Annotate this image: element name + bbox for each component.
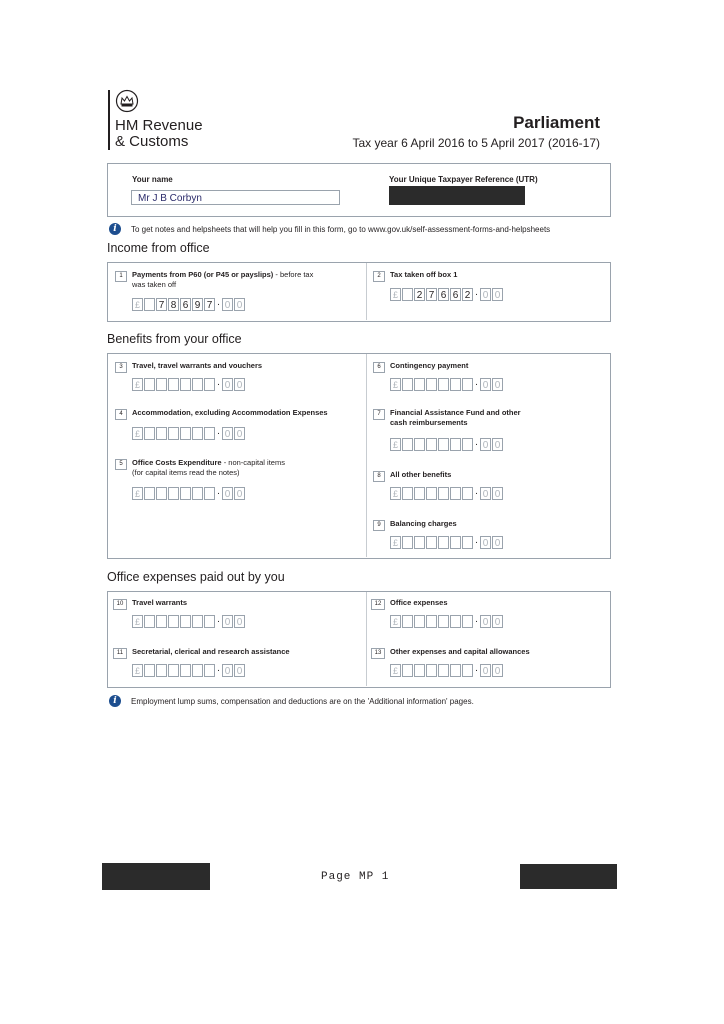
box-number-7: 7: [373, 409, 385, 420]
digit-cell[interactable]: 9: [192, 298, 203, 311]
pence-cell: 0: [492, 378, 503, 391]
field-label-1: Payments from P60 (or P45 or payslips) - before tax was taken off: [132, 270, 314, 289]
field-label-9: Balancing charges: [390, 519, 457, 528]
field-label-4: Accommodation, excluding Accommodation Expenses: [132, 408, 328, 417]
digit-cell[interactable]: [204, 615, 215, 628]
department-name: [115, 118, 203, 150]
digit-cell[interactable]: [156, 427, 167, 440]
field-label-12: Office expenses: [390, 598, 448, 607]
digit-cell[interactable]: [438, 615, 449, 628]
box-number-3: 3: [115, 362, 127, 373]
crown-crest-icon: [115, 89, 139, 113]
amount-field-12[interactable]: [390, 614, 504, 628]
pence-cell: 0: [222, 487, 233, 500]
pound-cell: £: [390, 288, 401, 301]
decimal-point: ·: [474, 288, 479, 300]
digit-cell[interactable]: [426, 615, 437, 628]
digit-cell[interactable]: [438, 664, 449, 677]
digit-cell[interactable]: [180, 615, 191, 628]
digit-cell[interactable]: [462, 378, 473, 391]
pound-cell: £: [132, 427, 143, 440]
footer-note: Employment lump sums, compensation and deductions are on the 'Additional information' pages.: [131, 697, 474, 706]
decimal-point: ·: [216, 615, 221, 627]
digit-cell[interactable]: [192, 378, 203, 391]
digit-cell[interactable]: [414, 536, 425, 549]
benefits-divider: [366, 354, 367, 557]
digit-cell[interactable]: [168, 664, 179, 677]
name-field[interactable]: Mr J B Corbyn: [131, 190, 340, 205]
digit-cell[interactable]: [438, 438, 449, 451]
pound-cell: £: [132, 378, 143, 391]
digit-cell[interactable]: [462, 615, 473, 628]
pence-cell: 0: [492, 536, 503, 549]
decimal-point: ·: [474, 664, 479, 676]
digit-cell[interactable]: 8: [168, 298, 179, 311]
box-number-10: 10: [113, 599, 127, 610]
utr-label: Your Unique Taxpayer Reference (UTR): [389, 175, 538, 184]
pence-cell: 0: [222, 615, 233, 628]
digit-cell[interactable]: [462, 664, 473, 677]
amount-field-8[interactable]: [390, 486, 504, 500]
digit-cell[interactable]: [144, 298, 155, 311]
digit-cell[interactable]: [144, 615, 155, 628]
amount-field-11[interactable]: [132, 663, 246, 677]
digit-cell[interactable]: [144, 487, 155, 500]
utr-redaction: [389, 186, 525, 205]
digit-cell[interactable]: [204, 664, 215, 677]
digit-cell[interactable]: [414, 487, 425, 500]
department-line-1: HM Revenue: [115, 117, 203, 134]
decimal-point: ·: [474, 438, 479, 450]
pence-cell: 0: [234, 615, 245, 628]
pence-cell: 0: [492, 664, 503, 677]
decimal-point: ·: [216, 487, 221, 499]
pence-cell: 0: [492, 615, 503, 628]
field-label-8: All other benefits: [390, 470, 452, 479]
field-label-3: Travel, travel warrants and vouchers: [132, 361, 263, 370]
section-heading-benefits: Benefits from your office: [107, 332, 242, 346]
income-divider: [366, 263, 367, 320]
pound-cell: £: [390, 438, 401, 451]
digit-cell[interactable]: [462, 487, 473, 500]
digit-cell[interactable]: [204, 378, 215, 391]
pence-cell: 0: [234, 298, 245, 311]
field-label-11: Secretarial, clerical and research assistance: [132, 647, 290, 656]
digit-cell[interactable]: [402, 288, 413, 301]
digit-cell[interactable]: [402, 536, 413, 549]
pound-cell: £: [390, 615, 401, 628]
digit-cell[interactable]: [168, 615, 179, 628]
digit-cell[interactable]: [426, 487, 437, 500]
digit-cell[interactable]: 7: [156, 298, 167, 311]
digit-cell[interactable]: [156, 664, 167, 677]
digit-cell[interactable]: [402, 664, 413, 677]
expenses-divider: [366, 592, 367, 686]
pence-cell: 0: [234, 664, 245, 677]
digit-cell[interactable]: [192, 487, 203, 500]
digit-cell[interactable]: [402, 438, 413, 451]
field-label-7: Financial Assistance Fund and other cash reimbursements: [390, 408, 521, 427]
tax-year: Tax year 6 April 2016 to 5 April 2017 (2016-17): [352, 136, 600, 150]
info-icon: i: [109, 223, 121, 235]
box-number-9: 9: [373, 520, 385, 531]
decimal-point: ·: [216, 298, 221, 310]
digit-cell[interactable]: [156, 487, 167, 500]
box-number-5: 5: [115, 459, 127, 470]
pound-cell: £: [390, 378, 401, 391]
digit-cell[interactable]: [402, 378, 413, 391]
digit-cell[interactable]: 6: [180, 298, 191, 311]
footer-redaction-right: [520, 864, 617, 889]
department-line-2: & Customs: [115, 133, 189, 150]
digit-cell[interactable]: [180, 427, 191, 440]
digit-cell[interactable]: [450, 615, 461, 628]
digit-cell[interactable]: [144, 427, 155, 440]
amount-field-6[interactable]: [390, 377, 504, 391]
digit-cell[interactable]: [414, 664, 425, 677]
digit-cell[interactable]: [426, 438, 437, 451]
pound-cell: £: [132, 298, 143, 311]
pound-cell: £: [132, 664, 143, 677]
pence-cell: 0: [480, 536, 491, 549]
box-number-11: 11: [113, 648, 127, 659]
field-label-6: Contingency payment: [390, 361, 469, 370]
digit-cell[interactable]: [450, 536, 461, 549]
digit-cell[interactable]: [402, 487, 413, 500]
amount-field-4[interactable]: [132, 426, 246, 440]
digit-cell[interactable]: 2: [414, 288, 425, 301]
digit-cell[interactable]: [450, 378, 461, 391]
decimal-point: ·: [216, 378, 221, 390]
digit-cell[interactable]: [180, 487, 191, 500]
digit-cell[interactable]: [156, 378, 167, 391]
digit-cell[interactable]: [144, 378, 155, 391]
form-title: Parliament: [513, 113, 600, 132]
digit-cell[interactable]: [438, 536, 449, 549]
field-label-13: Other expenses and capital allowances: [390, 647, 530, 656]
digit-cell[interactable]: 7: [426, 288, 437, 301]
amount-field-5[interactable]: [132, 486, 246, 500]
pence-cell: 0: [480, 288, 491, 301]
box-number-2: 2: [373, 271, 385, 282]
pence-cell: 0: [492, 288, 503, 301]
box-number-6: 6: [373, 362, 385, 373]
digit-cell[interactable]: 6: [450, 288, 461, 301]
decimal-point: ·: [216, 427, 221, 439]
pound-cell: £: [132, 615, 143, 628]
amount-field-2[interactable]: [390, 287, 504, 301]
box-number-8: 8: [373, 471, 385, 482]
box-number-1: 1: [115, 271, 127, 282]
info-icon: i: [109, 695, 121, 707]
field-label-2: Tax taken off box 1: [390, 270, 458, 279]
pence-cell: 0: [222, 664, 233, 677]
pence-cell: 0: [234, 487, 245, 500]
digit-cell[interactable]: 6: [438, 288, 449, 301]
digit-cell[interactable]: [168, 378, 179, 391]
digit-cell[interactable]: [414, 378, 425, 391]
box-number-4: 4: [115, 409, 127, 420]
pence-cell: 0: [222, 298, 233, 311]
digit-cell[interactable]: [192, 427, 203, 440]
amount-field-13[interactable]: [390, 663, 504, 677]
pence-cell: 0: [234, 427, 245, 440]
logo-divider: [108, 90, 110, 150]
amount-field-1[interactable]: [132, 297, 246, 311]
digit-cell[interactable]: [438, 487, 449, 500]
digit-cell[interactable]: [462, 438, 473, 451]
decimal-point: ·: [216, 664, 221, 676]
amount-field-9[interactable]: [390, 535, 504, 549]
decimal-point: ·: [474, 378, 479, 390]
digit-cell[interactable]: [450, 664, 461, 677]
pence-cell: 0: [480, 438, 491, 451]
digit-cell[interactable]: [180, 378, 191, 391]
pound-cell: £: [390, 536, 401, 549]
pence-cell: 0: [480, 615, 491, 628]
box-number-13: 13: [371, 648, 385, 659]
decimal-point: ·: [474, 536, 479, 548]
amount-field-7[interactable]: [390, 437, 504, 451]
section-heading-expenses: Office expenses paid out by you: [107, 570, 285, 584]
digit-cell[interactable]: [156, 615, 167, 628]
digit-cell[interactable]: [426, 378, 437, 391]
digit-cell[interactable]: 7: [204, 298, 215, 311]
amount-field-10[interactable]: [132, 614, 246, 628]
digit-cell[interactable]: [450, 487, 461, 500]
digit-cell[interactable]: [204, 427, 215, 440]
digit-cell[interactable]: [462, 536, 473, 549]
pence-cell: 0: [480, 487, 491, 500]
digit-cell[interactable]: [414, 438, 425, 451]
pence-cell: 0: [222, 378, 233, 391]
digit-cell[interactable]: [144, 664, 155, 677]
digit-cell[interactable]: [414, 615, 425, 628]
amount-field-3[interactable]: [132, 377, 246, 391]
field-label-10: Travel warrants: [132, 598, 188, 607]
digit-cell[interactable]: [168, 427, 179, 440]
pence-cell: 0: [234, 378, 245, 391]
digit-cell[interactable]: 2: [462, 288, 473, 301]
digit-cell[interactable]: [426, 664, 437, 677]
decimal-point: ·: [474, 615, 479, 627]
field-label-5: Office Costs Expenditure - non-capital items (for capital items read the notes): [132, 458, 285, 477]
digit-cell[interactable]: [192, 615, 203, 628]
digit-cell[interactable]: [426, 536, 437, 549]
pound-cell: £: [390, 487, 401, 500]
digit-cell[interactable]: [402, 615, 413, 628]
notes-text: To get notes and helpsheets that will help you fill in this form, go to www.gov.uk/self-assessment-forms-and-helpsheets: [131, 225, 551, 234]
digit-cell[interactable]: [180, 664, 191, 677]
name-label: Your name: [132, 175, 173, 184]
page-number: Page MP 1: [321, 871, 390, 883]
pence-cell: 0: [492, 438, 503, 451]
digit-cell[interactable]: [450, 438, 461, 451]
pence-cell: 0: [222, 427, 233, 440]
decimal-point: ·: [474, 487, 479, 499]
box-number-12: 12: [371, 599, 385, 610]
footer-redaction-left: [102, 863, 210, 890]
pence-cell: 0: [492, 487, 503, 500]
pence-cell: 0: [480, 378, 491, 391]
pence-cell: 0: [480, 664, 491, 677]
pound-cell: £: [390, 664, 401, 677]
digit-cell[interactable]: [192, 664, 203, 677]
digit-cell[interactable]: [168, 487, 179, 500]
digit-cell[interactable]: [204, 487, 215, 500]
section-heading-income: Income from office: [107, 241, 210, 255]
pound-cell: £: [132, 487, 143, 500]
digit-cell[interactable]: [438, 378, 449, 391]
